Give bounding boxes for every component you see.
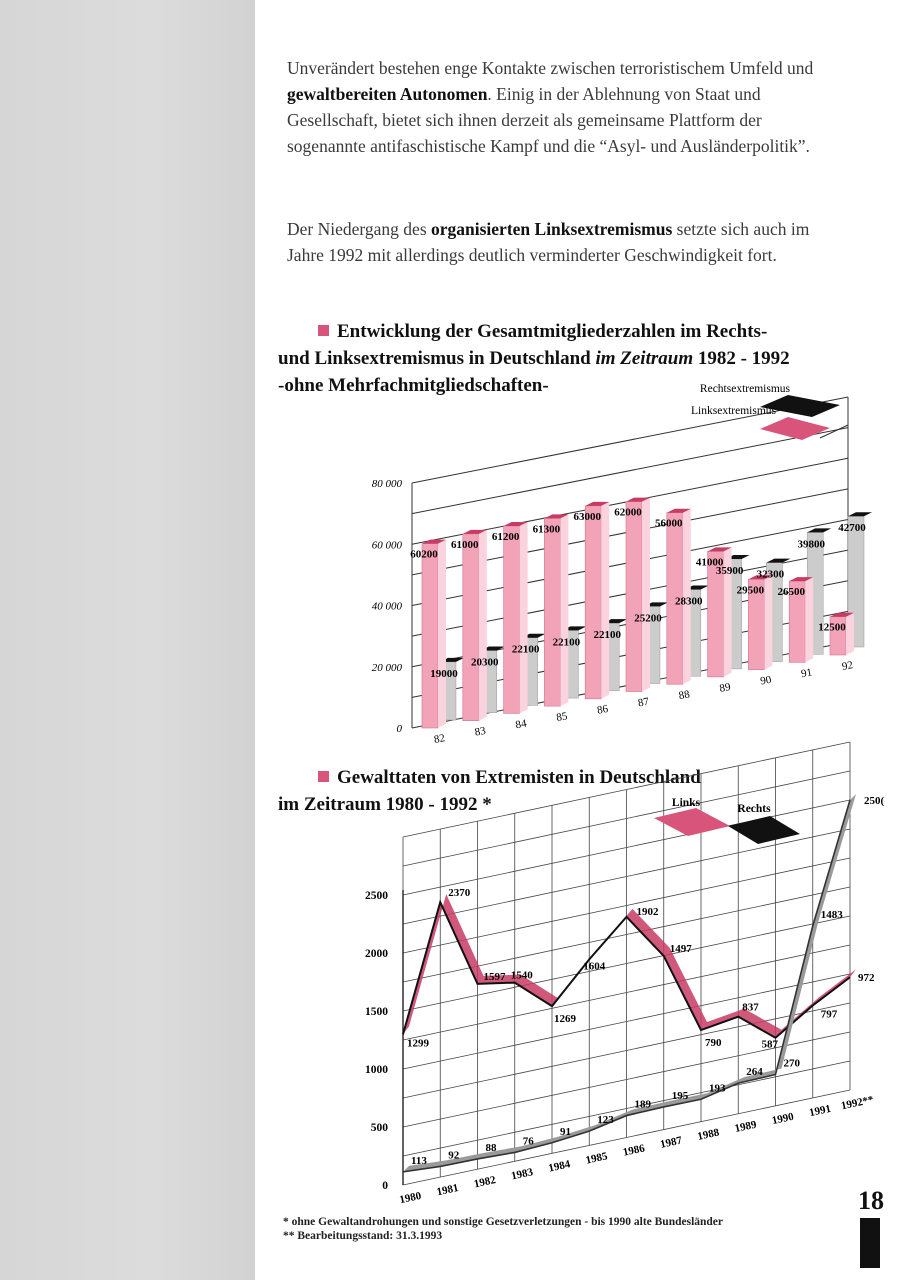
links-value-label: 60200 — [410, 548, 438, 561]
links-value-label: 41000 — [695, 556, 724, 569]
rechts-value-label: 193 — [709, 1082, 726, 1095]
rechts-value-label: 20300 — [471, 656, 499, 669]
x-tick-label: 84 — [514, 717, 528, 732]
rechts-value-label: 25200 — [634, 612, 662, 625]
x-tick-label: 1991 — [808, 1102, 833, 1120]
y-tick-label: 80 000 — [371, 478, 402, 490]
x-tick-label: 1984 — [547, 1158, 572, 1175]
rechts-value-label: 91 — [560, 1125, 571, 1138]
x-tick-label: 86 — [596, 702, 610, 717]
legend-links-label: Linksextremismus — [691, 405, 776, 417]
y-tick-label: 60 000 — [371, 539, 402, 552]
x-tick-label: 92 — [841, 659, 854, 673]
rechts-value-label: 113 — [411, 1154, 427, 1167]
links-value-label: 29500 — [736, 584, 765, 597]
rechts-value-label: 22100 — [593, 629, 621, 642]
links-value-label: 972 — [858, 972, 875, 985]
x-tick-label: 1985 — [584, 1150, 609, 1167]
x-tick-label: 1980 — [398, 1189, 423, 1207]
x-tick-label: 1988 — [696, 1126, 721, 1143]
y-tick-label: 1000 — [365, 1064, 388, 1076]
x-tick-label: 83 — [473, 724, 487, 739]
rechts-value-label: 189 — [634, 1098, 651, 1111]
y-tick-label: 2000 — [365, 948, 388, 960]
x-tick-label: 89 — [718, 681, 732, 695]
legend-links-label: Links — [671, 797, 701, 809]
links-value-label: 1902 — [636, 905, 659, 918]
links-value-label: 61000 — [451, 538, 479, 551]
x-tick-label: 88 — [677, 688, 691, 703]
x-tick-label: 1982 — [472, 1174, 497, 1191]
x-tick-label: 85 — [555, 710, 569, 725]
links-value-label: 797 — [820, 1008, 838, 1021]
y-tick-label: 2500 — [365, 890, 388, 902]
paragraph-decline: Der Niedergang des organisierten Linksextremismus setzte sich auch im Jahre 1992 mit allerdings deutlich verminderter Geschwindigkeit fort. — [287, 219, 810, 265]
rechts-value-label: 76 — [522, 1135, 534, 1148]
y-tick-label: 0 — [382, 1180, 388, 1192]
links-value-label: 1299 — [407, 1037, 429, 1050]
chart1-title: Entwicklung der Gesamtmitgliederzahlen im Rechts- und Linksextremismus in Deutschland im Zeitraum 1982 - 1992 -ohne Mehrfachmitgliedschaften- — [278, 321, 790, 396]
rechts-value-label: 123 — [597, 1114, 614, 1127]
x-tick-label: 1992** — [839, 1093, 875, 1113]
y-tick-label: 20 000 — [371, 661, 402, 674]
legend-rechts-label: Rechts — [737, 803, 771, 815]
rechts-value-label: 22100 — [511, 643, 540, 656]
y-tick-label: 40 000 — [371, 600, 402, 613]
x-tick-label: 1986 — [621, 1142, 646, 1159]
links-value-label: 61200 — [491, 530, 520, 543]
links-value-label: 1597 — [483, 970, 506, 983]
legend-rechts-label: Rechtsextremismus — [699, 383, 790, 395]
links-value-label: 1497 — [669, 942, 692, 955]
rechts-value-label: 88 — [485, 1141, 497, 1154]
links-value-label: 837 — [742, 1001, 759, 1014]
rechts-value-label: 270 — [783, 1057, 800, 1070]
links-value-label: 63000 — [573, 510, 601, 523]
links-value-label: 26500 — [777, 586, 805, 599]
x-tick-label: 1987 — [659, 1134, 684, 1151]
x-tick-label: 1983 — [510, 1166, 535, 1183]
rechts-value-label: 39800 — [797, 538, 825, 551]
rechts-value-label: 32300 — [756, 568, 785, 581]
links-value-label: 1540 — [510, 969, 533, 982]
x-tick-label: 90 — [759, 673, 773, 688]
links-value-label: 1269 — [554, 1013, 576, 1026]
y-tick-label: 1500 — [365, 1006, 388, 1018]
rechts-value-label: 264 — [746, 1066, 763, 1079]
links-value-label: 56000 — [655, 517, 683, 530]
links-value-label: 790 — [705, 1037, 722, 1050]
x-tick-label: 1981 — [435, 1181, 460, 1199]
links-value-label: 12500 — [818, 621, 846, 634]
rechts-value-label: 92 — [448, 1149, 460, 1162]
links-value-label: 62000 — [614, 506, 642, 519]
links-value-label: 2370 — [448, 887, 471, 900]
rechts-value-label: 250( — [864, 795, 885, 807]
links-value-label: 61300 — [532, 523, 561, 536]
rechts-value-label: 42700 — [838, 522, 866, 535]
paragraph-terrorism: Unverändert bestehen enge Kontakte zwischen terroristischem Umfeld und gewaltbereiten Autonomen. Einig in der Ablehnung von Staat und Gesellschaft, bietet sich ihnen derzeit als gemeinsame Plattform der sogenannte antifaschistische Kampf und die “Asyl- und Ausländerpolitik”. — [287, 58, 814, 156]
x-tick-label: 82 — [433, 732, 446, 746]
links-value-label: 587 — [761, 1038, 778, 1051]
x-tick-label: 1990 — [770, 1110, 795, 1128]
rechts-value-label: 195 — [671, 1089, 689, 1102]
page-tab-marker — [860, 1218, 880, 1268]
y-tick-label: 500 — [370, 1122, 388, 1134]
footnote-2: ** Bearbeitungsstand: 31.3.1993 — [283, 1230, 443, 1242]
legend-links-swatch — [654, 808, 730, 836]
footnote-1: * ohne Gewaltandrohungen und sonstige Gesetzverletzungen - bis 1990 alte Bundesländer — [283, 1216, 724, 1228]
rechts-value-label: 19000 — [430, 667, 458, 680]
page-number: 18 — [858, 1186, 884, 1215]
rechts-value-label: 22100 — [552, 636, 581, 649]
y-tick-label: 0 — [396, 723, 402, 735]
x-tick-label: 87 — [637, 695, 650, 710]
legend-rechts-swatch — [728, 816, 800, 844]
links-value-label: 1604 — [583, 960, 606, 973]
chart2-title: Gewalttaten von Extremisten in Deutschland im Zeitraum 1980 - 1992 * — [278, 767, 701, 815]
rechts-value-label: 35900 — [715, 564, 744, 577]
x-tick-label: 1989 — [733, 1118, 758, 1135]
x-tick-label: 91 — [800, 666, 814, 681]
rechts-value-label: 28300 — [675, 595, 703, 608]
rechts-value-label: 1483 — [820, 908, 843, 921]
